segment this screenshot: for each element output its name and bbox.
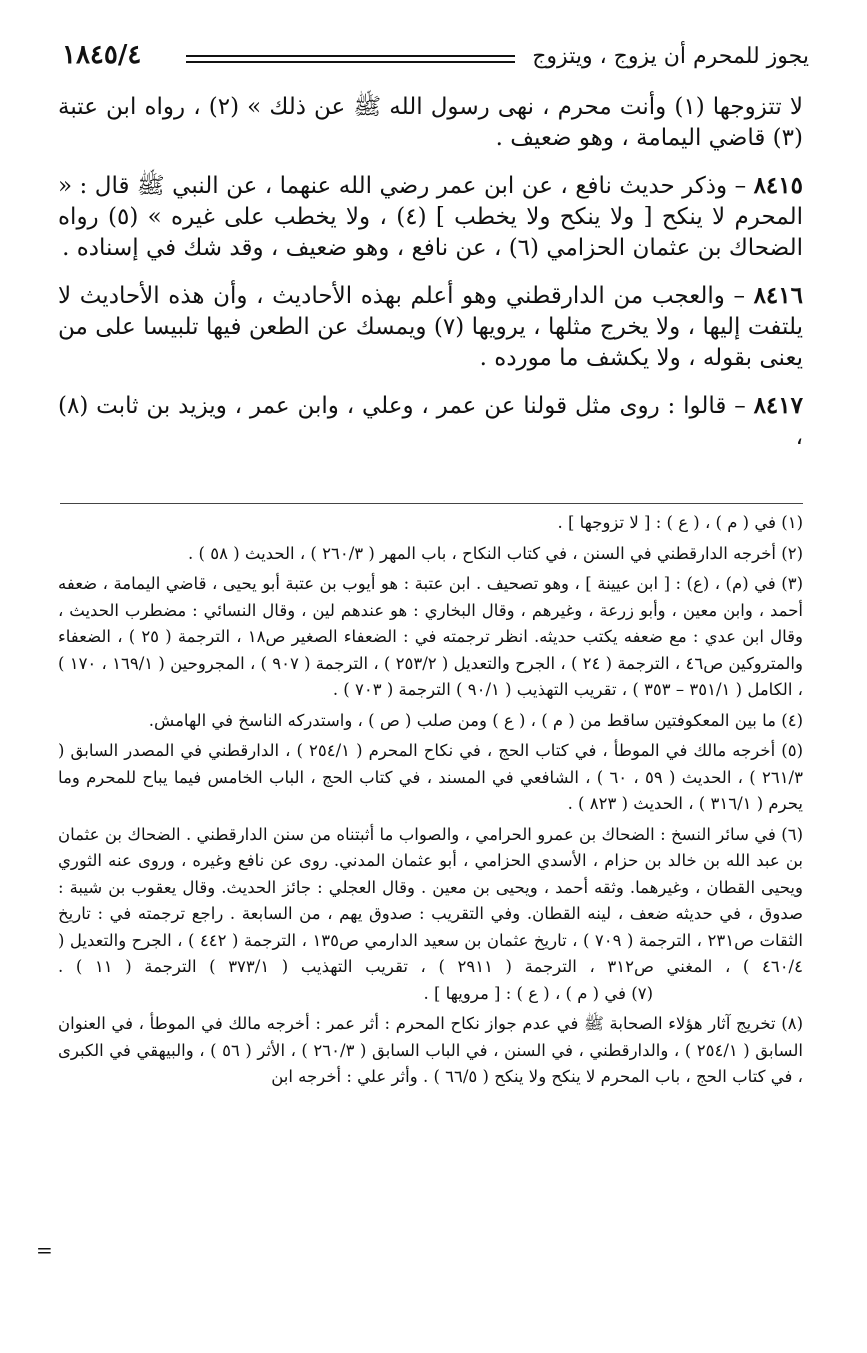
continuation-mark: = <box>36 1238 53 1262</box>
paragraph-text: – قالوا : روى مثل قولنا عن عمر ، وعلي ، وابن عمر ، ويزيد بن ثابت (٨) ، <box>58 393 803 450</box>
main-text <box>58 92 803 469</box>
header-rule-top <box>186 55 515 57</box>
footnote-6-7 <box>58 822 803 1008</box>
footnote-8: (٨) تخريج آثار هؤلاء الصحابة ﷺ في عدم جواز نكاح المحرم : أثر عمر : أخرجه مالك في الموطأ ، في العنوان السابق ( ٢٥٤/١ ) ، والدارقطني ، في السنن ، في الباب السابق ( ٢٦٠/٣ ) ، الأثر ( ٥٦ ) ، والبيهقي في الكبرى ، في كتاب الحج ، باب المحرم لا ينكح ولا ينكح ( ٦٦/٥ ) . وأثر علي : أخرجه ابن <box>58 1014 803 1086</box>
paragraph-8417 <box>58 390 803 453</box>
footnote-6: (٦) في سائر النسخ : الضحاك بن عمرو الحرامي ، والصواب ما أثبتناه من سنن الدارقطني . الضحاك بن عثمان بن عبد الله بن خالد بن حزام ، الأسدي الحزامي ، أبو عثمان المدني. روى عن نافع وغيره ، وروى عنه الثوري ويحيى القطان ، وغيرهما. وثقه أحمد ، ويحيى بن معين . وقال العجلي : جائز الحديث. وقال يعقوب بن شيبة : صدوق ، في حديثه ضعف ، لينه القطان. وفي التقريب : صدوق يهم ، من السابعة . راجع ترجمته في : تاريخ الثقات ص٢٣١ ، الترجمة ( ٧٠٩ ) ، تاريخ عثمان بن سعيد الدارمي ص١٣٥ ، الترجمة ( ٤٤٢ ) ، الجرح والتعديل ( ٤٦٠/٤ ) ، المغني ص٣١٢ ، الترجمة ( ٢٩١١ ) ، تقريب التهذيب ( ٣٧٣/١ ) الترجمة ( ١١ ) . <box>58 824 803 976</box>
footnote-2: (٢) أخرجه الدارقطني في السنن ، في كتاب النكاح ، باب المهر ( ٢٦٠/٣ ) ، الحديث ( ٥٨ ) . <box>188 543 803 563</box>
paragraph-number: ٨٤١٥ <box>753 172 803 199</box>
paragraph-text: – والعجب من الدارقطني وهو أعلم بهذه الأحاديث ، وأن هذه الأحاديث لا يلتفت إليها ، ولا يخرج مثلها ، يرويها (٧) ويمسك عن الطعن فيها تلبيسا على من يعنى بقوله ، ولا يكشف ما مورده . <box>58 283 803 371</box>
footnotes <box>58 510 803 1095</box>
paragraph-text: – وذكر حديث نافع ، عن ابن عمر رضي الله عنهما ، عن النبي ﷺ قال : « المحرم لا ينكح [ ولا ينكح ولا يخطب ] (٤) ، ولا يخطب على غيره » (٥) رواه الضحاك بن عثمان الحزامي (٦) ، عن نافع ، وهو ضعيف ، وقد شك في إسناده . <box>58 173 803 261</box>
footnote-5: (٥) أخرجه مالك في الموطأ ، في كتاب الحج ، في نكاح المحرم ( ٢٥٤/١ ) ، الدارقطني في المصدر السابق ( ٢٦١/٣ ) ، الحديث ( ٥٩ ، ٦٠ ) ، الشافعي في المسند ، في كتاب الحج ، الباب الخامس فيما يباح للمحرم وما يحرم ( ٣١٦/١ ) ، الحديث ( ٨٢٣ ) . <box>58 741 803 813</box>
footnote-3: (٣) في (م) ، (ع) : [ ابن عيينة ] ، وهو تصحيف . ابن عتبة : هو أيوب بن عتبة أبو يحيى ، قاضي اليمامة ، ضعفه أحمد ، وابن معين ، وأبو زرعة ، وغيرهم ، وقال البخاري : هو عندهم لين ، وقال النسائي : مضطرب الحديث ، وقال ابن عدي : مع ضعفه يكتب حديثه. انظر ترجمته في : الضعفاء الصغير ص١٨ ، الترجمة ( ٢٥ ) ، الضعفاء والمتروكين ص٤٦ ، الترجمة ( ٢٤ ) ، الجرح والتعديل ( ٢٥٣/٢ ) ، الترجمة ( ٩٠٧ ) ، المجروحين ( ١٦٩/١ ، ١٧٠ ) ، الكامل ( ٣٥١/١ – ٣٥٣ ) ، تقريب التهذيب ( ٩٠/١ ) الترجمة ( ٧٠٣ ) . <box>58 574 803 699</box>
footnote-7: (٧) في ( م ) ، ( ع ) : [ مرويها ] . <box>423 983 653 1003</box>
header-rule-bottom <box>186 61 515 63</box>
footnote-1: (١) في ( م ) ، ( ع ) : [ لا تزوجها ] . <box>557 513 803 532</box>
footnote-4: (٤) ما بين المعكوفتين ساقط من ( م ) ، ( ع ) ومن صلب ( ص ) ، واستدركه الناسخ في الهامش. <box>148 710 803 730</box>
paragraph-number: ٨٤١٧ <box>753 392 803 419</box>
paragraph-8416 <box>58 280 803 374</box>
page-header <box>62 40 809 80</box>
running-head: يجوز للمحرم أن يزوج ، ويتزوج <box>532 44 809 69</box>
paragraph-8415 <box>58 170 803 264</box>
paragraph-continuation: لا تتزوجها (١) وأنت محرم ، نهى رسول الله ﷺ عن ذلك » (٢) ، رواه ابن عتبة (٣) قاضي اليمامة ، وهو ضعيف . <box>58 94 803 151</box>
page-number: ١٨٤٥/٤ <box>62 40 142 70</box>
footnote-separator <box>60 503 803 504</box>
paragraph-number: ٨٤١٦ <box>753 282 803 309</box>
